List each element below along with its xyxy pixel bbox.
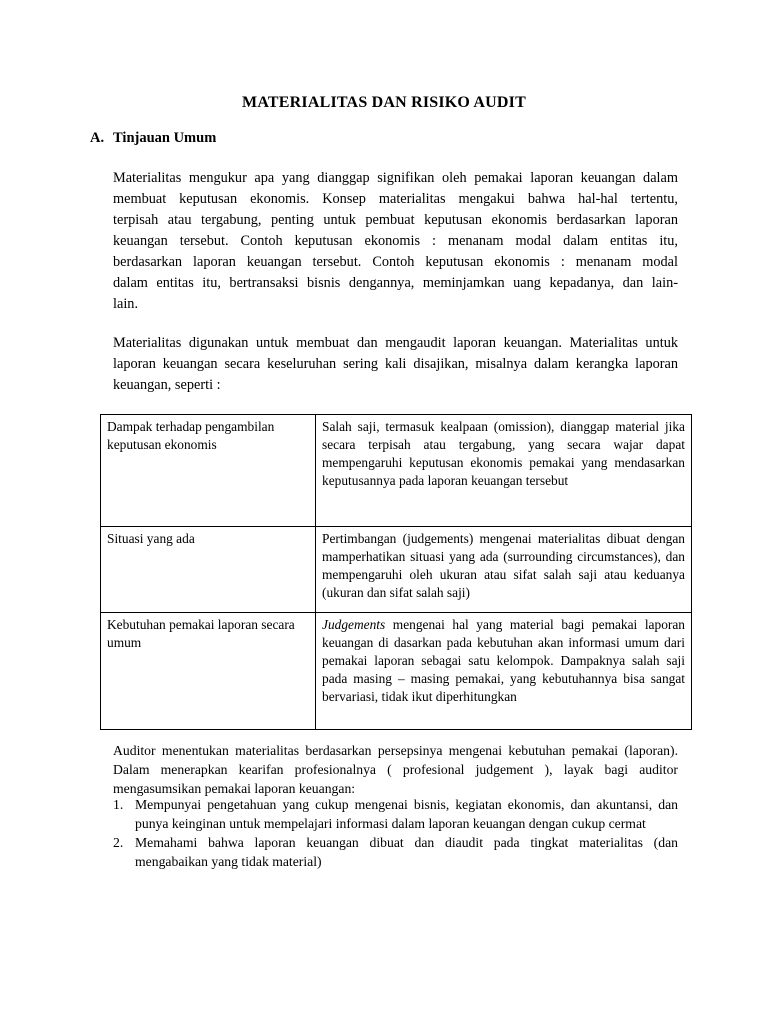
table-cell-criterion: Dampak terhadap pengambilan keputusan ekonomis	[101, 415, 316, 527]
table-row	[101, 613, 692, 730]
list-number: 2.	[113, 835, 124, 850]
paragraph-1-line: terpisah atau tergabung, penting untuk pembuat keputusan ekonomis berdasarkan laporan	[113, 212, 678, 228]
paragraph-2-line: Materialitas digunakan untuk membuat dan mengaudit laporan keuangan. Materialitas untuk	[113, 335, 678, 351]
paragraph-1-line: dalam entitas itu, bertransaksi bisnis dengannya, meminjamkan uang kepadanya, dan lain-	[113, 275, 678, 291]
list-text: Mempunyai pengetahuan yang cukup mengenai bisnis, kegiatan ekonomis, dan akuntansi, dan punya keinginan untuk mempelajari informasi dalam laporan keuangan dengan cukup cermat	[135, 797, 678, 831]
table-row	[101, 527, 692, 613]
section-letter: A.	[90, 130, 105, 146]
table-cell-description: Salah saji, termasuk kealpaan (omission), dianggap material jika secara terpisah atau tergabung, yang secara wajar dapat mempengaruhi keputusan ekonomis pemakai yang mendasarkan keputusannya pada laporan keuangan tersebut	[316, 415, 692, 527]
table-cell-text: mengenai hal yang material bagi pemakai laporan keuangan di dasarkan pada kebutuhan akan informasi umum dari pemakai laporan sebagai satu kelompok. Dampaknya salah saji pada masing – masing pemakai, yang kebutuhannya bisa sangat bervariasi, tidak ikut diperhitungkan	[322, 617, 685, 704]
materiality-table	[100, 414, 692, 730]
table-cell-description	[316, 613, 692, 730]
paragraph-1-line: berdasarkan laporan keuangan tersebut. Contoh keputusan ekonomis : menanam modal	[113, 254, 678, 270]
table-cell-criterion: Kebutuhan pemakai laporan secara umum	[101, 613, 316, 730]
page-title: MATERIALITAS DAN RISIKO AUDIT	[242, 94, 526, 111]
list-number: 1.	[113, 797, 124, 812]
italic-term: Judgements	[322, 617, 386, 632]
paragraph-1-line: lain.	[113, 296, 139, 312]
paragraph-1-line: membuat keputusan ekonomis. Konsep materialitas mengakui bahwa hal-hal tertentu,	[113, 191, 678, 207]
paragraph-1	[113, 168, 678, 315]
closing-paragraph: Auditor menentukan materialitas berdasarkan persepsinya mengenai kebutuhan pemakai (laporan). Dalam menerapkan kearifan profesionalnya ( profesional judgement ), layak bagi auditor mengasumsikan pemakai laporan keuangan:	[113, 743, 678, 796]
paragraph-2	[113, 333, 678, 396]
numbered-list	[113, 795, 678, 871]
list-text: Memahami bahwa laporan keuangan dibuat dan diaudit pada tingkat materialitas (dan mengabaikan yang tidak material)	[135, 835, 678, 869]
table-row	[101, 415, 692, 527]
table-cell-description: Pertimbangan (judgements) mengenai materialitas dibuat dengan mamperhatikan situasi yang ada (surrounding circumstances), dan mempengaruhi oleh ukuran atau sifat salah saji atau keduanya (ukuran dan sifat salah saji)	[316, 527, 692, 613]
list-item	[113, 833, 678, 871]
paragraph-2-line: laporan keuangan secara keseluruhan sering kali disajikan, misalnya dalam kerangka laporan	[113, 356, 678, 372]
paragraph-2-line: keuangan, seperti :	[113, 377, 221, 393]
paragraph-1-line: keuangan tersebut. Contoh keputusan ekonomis : menanam modal dalam entitas itu,	[113, 233, 678, 249]
paragraph-1-line: Materialitas mengukur apa yang dianggap signifikan oleh pemakai laporan keuangan dalam	[113, 170, 678, 186]
list-item	[113, 795, 678, 833]
section-heading	[90, 130, 216, 147]
table-cell-criterion: Situasi yang ada	[101, 527, 316, 613]
section-heading-text: Tinjauan Umum	[113, 130, 217, 146]
